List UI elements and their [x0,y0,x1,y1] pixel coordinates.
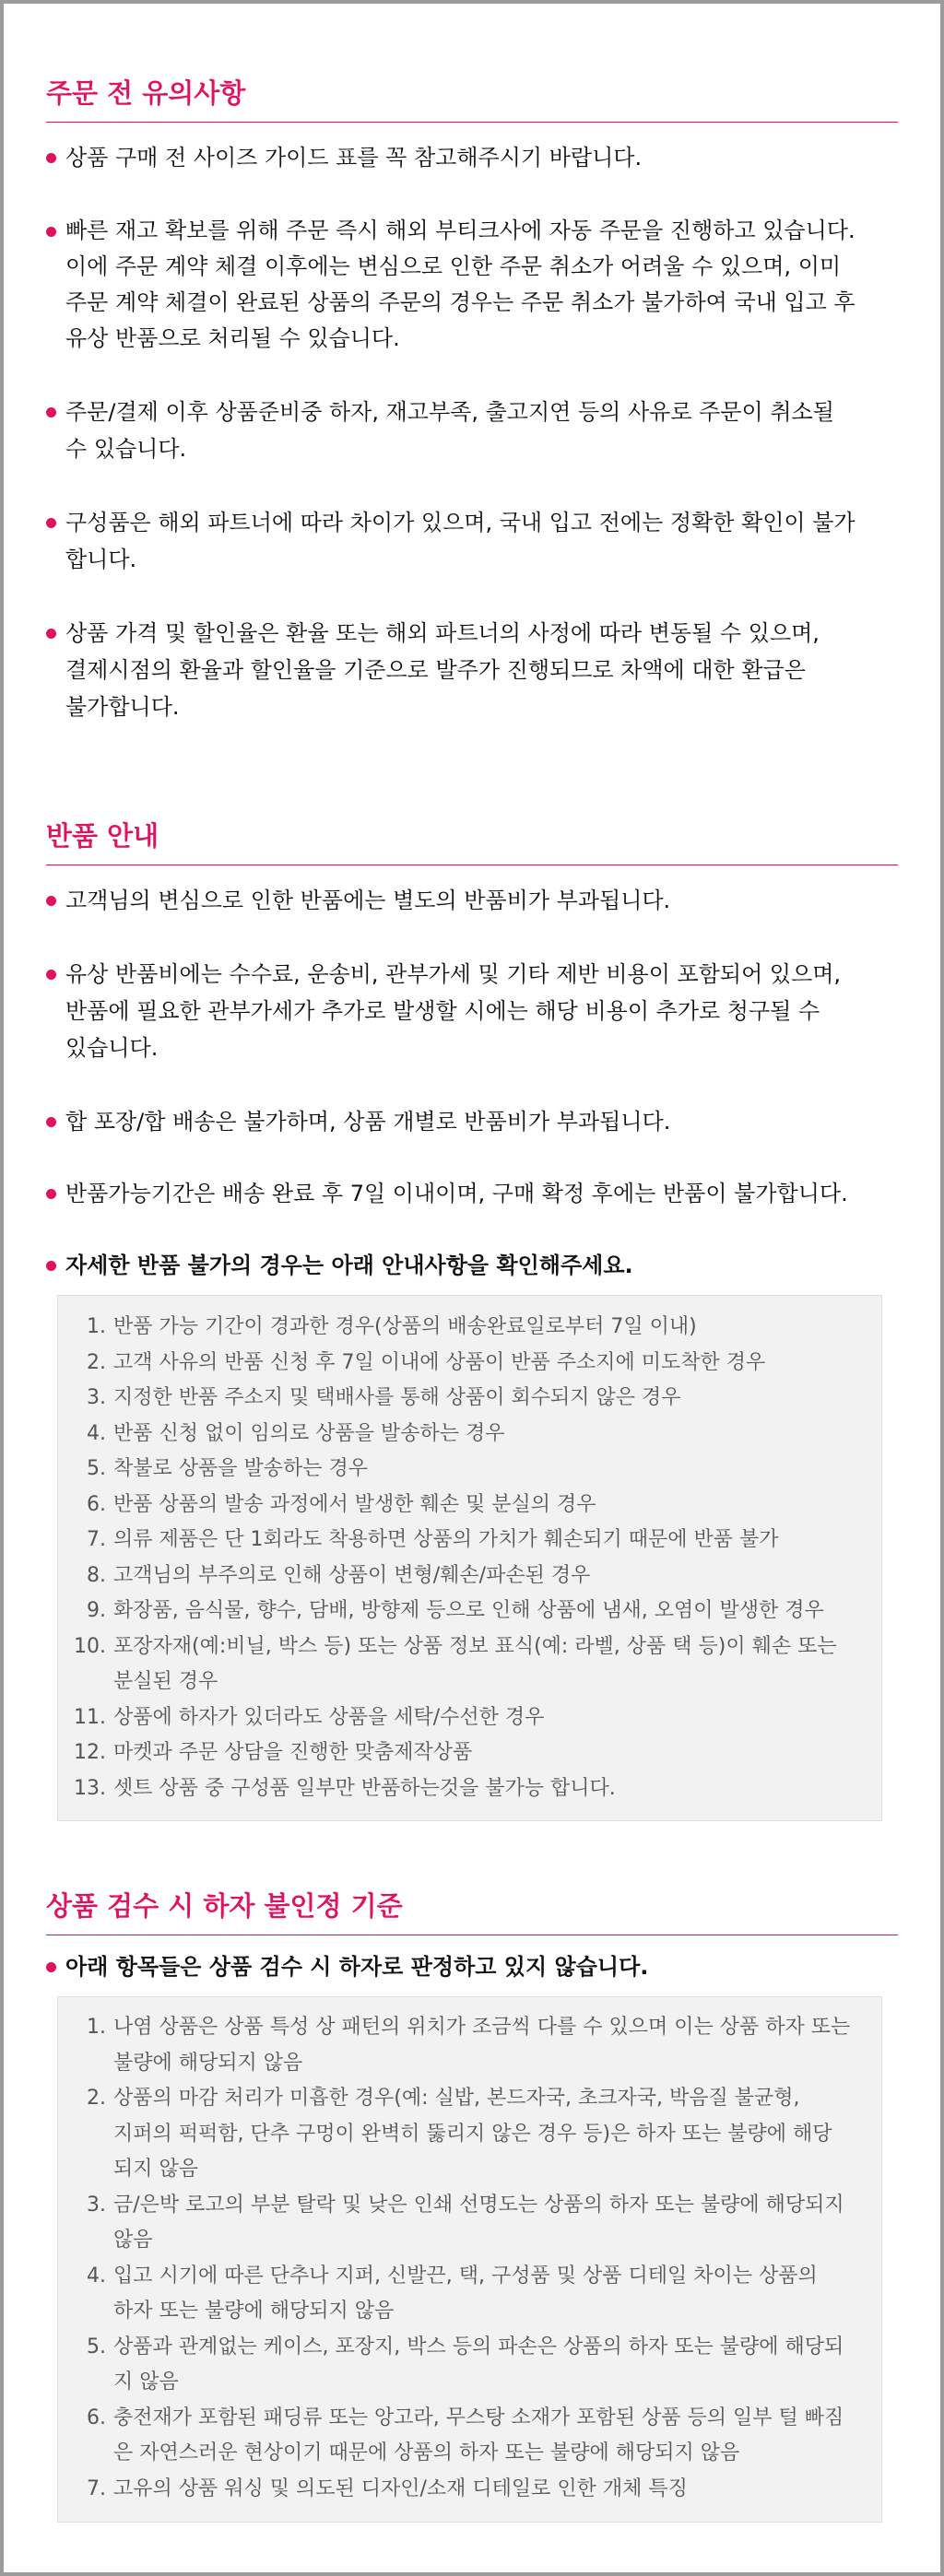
list-number: 12. [74,1741,106,1764]
list-item-text: 은 자연스러운 현상이기 때문에 상품의 하자 또는 불량에 해당되지 않음 [113,2441,740,2464]
list-number: 7. [87,1528,106,1551]
list-number: 7. [87,2476,106,2500]
order-notice-section [46,76,898,725]
list-item-line: 빠른 재고 확보를 위해 주문 즉시 해외 부티크사에 자동 주문을 진행하고 있습니다. [65,218,856,243]
list-item [58,2223,881,2259]
list-item-line: 반품에 필요한 관부가세가 추가로 발생할 시에는 해당 비용이 추가로 청구될 수 [65,998,820,1024]
list-item: 상품 구매 전 사이즈 가이드 표를 꼭 참고해주시기 바랍니다. [46,139,898,176]
list-number: 6. [87,2405,106,2429]
list-item [58,1664,881,1700]
list-number: 10. [74,1634,106,1658]
list-item [58,2330,881,2366]
list-item-text: 지 않음 [113,2370,179,2394]
list-item-text: 고유의 상품 워싱 및 의도된 디자인/소재 디테일로 인한 개체 특징 [113,2476,688,2500]
list-item-text: 상품에 하자가 있더라도 상품을 세탁/수선한 경우 [113,1705,545,1729]
list-number: 8. [87,1563,106,1587]
list-item-text: 불량에 해당되지 않음 [113,2051,303,2075]
list-number: 3. [87,1386,106,1409]
list-item-text: 금/은박 로고의 부분 탈락 및 낮은 인쇄 선명도는 상품의 하자 또는 불량에 해당되지 [113,2193,844,2217]
list-item [58,1771,881,1807]
list-number: 4. [87,1421,106,1445]
list-item [46,504,898,578]
list-item-text: 포장자재(예:비닐, 박스 등) 또는 상품 정보 표식(예: 라벨, 상품 택 등)이 훼손 또는 [113,1634,837,1658]
list-number: 4. [87,2264,106,2288]
list-item [58,1346,881,1382]
list-item-text: 하자 또는 불량에 해당되지 않음 [113,2300,395,2323]
list-number: 6. [87,1492,106,1516]
list-number: 9. [87,1599,106,1622]
order-notice-list [46,139,898,725]
list-item [58,2117,881,2153]
list-item [58,1700,881,1736]
list-item-text: 의류 제품은 단 1회라도 착용하면 상품의 가치가 훼손되기 때문에 반품 불가 [113,1528,779,1551]
list-item [58,2365,881,2401]
list-item [58,1629,881,1665]
list-item-text: 반품 가능 기간이 경과한 경우(상품의 배송완료일로부터 7일 이내) [113,1315,697,1338]
list-item [58,2436,881,2472]
list-item: 자세한 반품 불가의 경우는 아래 안내사항을 확인해주세요. [46,1247,898,1284]
list-item-text: 반품 신청 없이 임의로 상품을 발송하는 경우 [113,1421,505,1445]
list-item-line: 유상 반품으로 처리될 수 있습니다. [65,325,400,351]
list-item-line: 주문/결제 이후 상품준비중 하자, 재고부족, 출고지연 등의 사유로 주문이 취소될 [65,399,834,425]
return-notice-section [46,818,898,1821]
list-item-text: 충전재가 포함된 패딩류 또는 앙고라, 무스탕 소재가 포함된 상품 등의 일부 털 빠짐 [113,2405,844,2429]
list-item-line: 주문 계약 체결이 완료된 상품의 주문의 경우는 주문 취소가 불가하여 국내 입고 후 [65,289,856,315]
list-item: 아래 항목들은 상품 검수 시 하자로 판정하고 있지 않습니다. [46,1948,898,1985]
list-item [58,1523,881,1559]
list-item [58,1559,881,1594]
list-item [58,2081,881,2117]
list-number: 5. [87,2335,106,2358]
list-item [58,1735,881,1771]
list-item-line: 수 있습니다. [65,436,187,462]
list-item [58,2259,881,2295]
list-item-line: 합니다. [65,547,137,572]
list-item [58,2010,881,2046]
inspection-notice-title: 상품 검수 시 하자 불인정 기준 [46,1888,898,1935]
list-item [46,615,898,725]
return-exceptions-list [58,1310,881,1806]
list-item [58,1488,881,1523]
list-item-text: 착불로 상품을 발송하는 경우 [113,1457,369,1480]
list-item: 합 포장/합 배송은 불가하며, 상품 개별로 반품비가 부과됩니다. [46,1103,898,1140]
list-item-text: 마켓과 주문 상담을 진행한 맞춤제작상품 [113,1741,473,1764]
list-item [58,2046,881,2082]
list-item-line: 있습니다. [65,1035,159,1061]
list-item: 반품가능기간은 배송 완료 후 7일 이내이며, 구매 확정 후에는 반품이 불가합니다. [46,1175,898,1212]
list-item [46,394,898,467]
list-item-text: 상품과 관계없는 케이스, 포장지, 박스 등의 파손은 상품의 하자 또는 불량에 해당되 [113,2335,844,2358]
list-item-text: 않음 [113,2229,153,2252]
list-item [46,213,898,357]
order-notice-title: 주문 전 유의사항 [46,76,898,123]
list-item-text: 상품의 마감 처리가 미흡한 경우(예: 실밥, 본드자국, 초크자국, 박음질 불균형, [113,2087,800,2110]
inspection-exceptions-list [58,2010,881,2507]
list-item-line: 구성품은 해외 파트너에 따라 차이가 있으며, 국내 입고 전에는 정확한 확인이 불가 [65,510,856,535]
list-item-text: 셋트 상품 중 구성품 일부만 반품하는것을 불가능 합니다. [113,1776,616,1800]
list-item-text: 지퍼의 퍽퍽함, 단추 구멍이 완벽히 뚫리지 않은 경우 등)은 하자 또는 불량에 해당 [113,2122,832,2146]
list-item-text: 지정한 반품 주소지 및 택배사를 통해 상품이 회수되지 않은 경우 [113,1386,681,1409]
inspection-exceptions-box [57,1996,882,2523]
list-item-line: 상품 가격 및 할인율은 환율 또는 해외 파트너의 사정에 따라 변동될 수 있으며, [65,620,820,646]
list-item [58,1310,881,1346]
list-item-text: 고객 사유의 반품 신청 후 7일 이내에 상품이 반품 주소지에 미도착한 경우 [113,1350,766,1374]
inspection-notice-list [46,1948,898,1985]
list-item [58,1594,881,1629]
list-item-text: 분실된 경우 [113,1670,218,1693]
list-number: 3. [87,2193,106,2217]
list-item-text: 되지 않음 [113,2158,199,2181]
list-item [58,2188,881,2224]
list-item [58,1381,881,1417]
list-number: 2. [87,2087,106,2110]
list-item-line: 유상 반품비에는 수수료, 운송비, 관부가세 및 기타 제반 비용이 포함되어 있으며, [65,961,842,987]
list-item [58,1417,881,1453]
list-number: 13. [74,1776,106,1800]
list-number: 11. [74,1705,106,1729]
list-item [46,956,898,1066]
list-item [58,2472,881,2508]
list-item-line: 불가합니다. [65,694,180,720]
list-item-text: 입고 시기에 따른 단추나 지퍼, 신발끈, 택, 구성품 및 상품 디테일 차이는 상품의 [113,2264,818,2288]
list-item-line: 이에 주문 계약 체결 이후에는 변심으로 인한 주문 취소가 어려울 수 있으며, 이미 [65,253,842,279]
list-item-line: 결제시점의 환율과 할인율을 기준으로 발주가 진행되므로 차액에 대한 환급은 [65,657,806,683]
list-item [58,2152,881,2188]
list-number: 2. [87,1350,106,1374]
list-item-text: 반품 상품의 발송 과정에서 발생한 훼손 및 분실의 경우 [113,1492,596,1516]
list-number: 1. [87,2016,106,2039]
list-item [58,1452,881,1488]
return-notice-title: 반품 안내 [46,818,898,865]
return-notice-list [46,882,898,1284]
list-number: 5. [87,1457,106,1480]
list-item-text: 나염 상품은 상품 특성 상 패턴의 위치가 조금씩 다를 수 있으며 이는 상품 하자 또는 [113,2016,851,2039]
list-number: 1. [87,1315,106,1338]
list-item [58,2401,881,2437]
list-item: 고객님의 변심으로 인한 반품에는 별도의 반품비가 부과됩니다. [46,882,898,919]
return-exceptions-box [57,1295,882,1821]
list-item [58,2294,881,2330]
list-item-text: 화장품, 음식물, 향수, 담배, 방향제 등으로 인해 상품에 냄새, 오염이 발생한 경우 [113,1599,824,1622]
inspection-notice-section [46,1888,898,2523]
list-item-text: 고객님의 부주의로 인해 상품이 변형/훼손/파손된 경우 [113,1563,591,1587]
